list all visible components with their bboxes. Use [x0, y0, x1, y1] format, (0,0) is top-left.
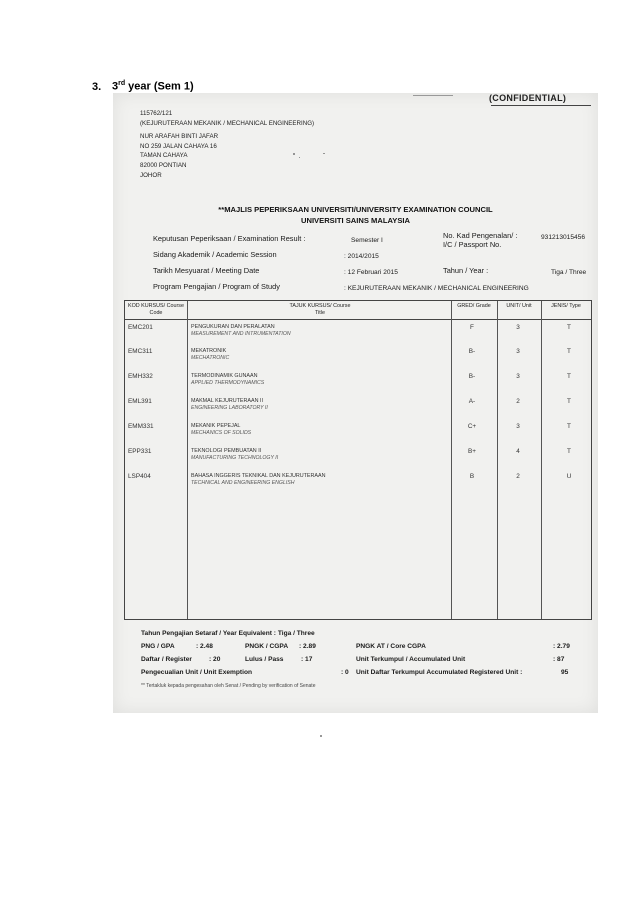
address-line-4: JOHOR — [140, 171, 162, 179]
course-grade: A- — [468, 398, 476, 405]
table-row — [125, 396, 591, 420]
heading-year: 3 — [112, 80, 119, 93]
meeting-date-value: : 12 Februari 2015 — [344, 269, 398, 276]
course-title-english: MECHANICS OF SOLIDS — [191, 430, 252, 436]
scan-speck — [299, 157, 300, 158]
header-unit: UNIT/ Unit — [506, 303, 532, 309]
course-grade: F — [470, 324, 474, 331]
course-title-malay: PENGUKURAN DAN PERALATAN — [191, 324, 275, 330]
course-title-english: ENGINEERING LABORATORY II — [191, 405, 268, 411]
heading-number: 3. — [92, 80, 102, 93]
address-line-3: 82000 PONTIAN — [140, 161, 187, 169]
unit-exemption-label: Pengecualian Unit / Unit Exemption — [141, 669, 253, 676]
confidential-stamp: (CONFIDENTIAL) — [489, 93, 567, 103]
table-row — [125, 471, 591, 495]
course-grade: B- — [468, 348, 476, 355]
course-grade: B- — [468, 373, 476, 380]
course-grade: B — [469, 473, 475, 480]
ic-value: 931213015456 — [541, 234, 586, 241]
confidential-underline — [491, 105, 591, 106]
course-grade: B+ — [468, 448, 476, 455]
pass-value: : 17 — [301, 656, 313, 663]
course-title-malay: MEKANIK PEPEJAL — [191, 423, 241, 429]
passport-label: I/C / Passport No. — [443, 240, 502, 249]
header-course-code: KOD KURSUS/ Course Code — [127, 303, 185, 316]
course-title-english: MANUFACTURING TECHNOLOGY II — [191, 455, 279, 461]
core-cgpa-label: PNGK AT / Core CGPA — [356, 643, 426, 650]
gpa-value: : 2.48 — [196, 643, 213, 650]
scan-speck — [320, 735, 322, 737]
course-unit: 2 — [516, 473, 520, 480]
course-type: T — [567, 423, 571, 430]
scan-line — [413, 95, 453, 96]
results-table — [124, 300, 592, 620]
table-row — [125, 446, 591, 470]
course-title-malay: BAHASA INGGERIS TEKNIKAL DAN KEJURUTERAAN — [191, 473, 326, 479]
course-type: T — [567, 324, 571, 331]
scan-speck — [293, 153, 295, 155]
year-equivalent — [141, 630, 315, 637]
course-type: T — [567, 448, 571, 455]
course-title-english: MECHATRONIC — [191, 355, 230, 361]
course-code: EML391 — [128, 398, 152, 405]
cgpa-value: : 2.89 — [299, 643, 316, 650]
header-course-title: TAJUK KURSUS/ Course Title — [289, 303, 351, 316]
register-value: : 20 — [209, 656, 221, 663]
student-name: NUR ARAFAH BINTI JAFAR — [140, 133, 219, 141]
course-unit: 3 — [516, 373, 520, 380]
exam-result-row — [153, 234, 305, 243]
cgpa-label: PNGK / CGPA — [245, 643, 289, 650]
accumulated-registered-label: Unit Daftar Terkumpul Accumulated Registered Unit : — [356, 669, 523, 676]
address-block — [140, 109, 314, 180]
header-grade: GRED/ Grade — [457, 303, 491, 309]
ic-label: No. Kad Pengenalan/ : — [443, 231, 518, 240]
course-grade: C+ — [467, 423, 477, 430]
course-type: U — [566, 473, 572, 480]
course-type: T — [567, 398, 571, 405]
program-value: : KEJURUTERAAN MEKANIK / MECHANICAL ENGINEERING — [344, 285, 529, 292]
course-unit: 2 — [516, 398, 520, 405]
course-title-english: APPLIED THERMODYNAMICS — [191, 380, 265, 386]
course-code: EMM331 — [128, 423, 154, 430]
gpa-label: PNG / GPA — [141, 643, 175, 650]
course-code: EMC311 — [128, 348, 153, 355]
course-title-malay: MAKMAL KEJURUTERAAN II — [191, 398, 263, 404]
register-label: Daftar / Register — [141, 656, 192, 663]
table-row — [125, 371, 591, 395]
accumulated-registered-value: 95 — [561, 669, 569, 676]
course-title-malay: TEKNOLOGI PEMBUATAN II — [191, 448, 262, 454]
address-line-1: NO 259 JALAN CAHAYA 16 — [140, 142, 217, 150]
course-unit: 3 — [516, 324, 520, 331]
meeting-date-label: Tarikh Mesyuarat / Meeting Date — [153, 266, 260, 275]
course-title-english: TECHNICAL AND ENGINEERING ENGLISH — [191, 480, 295, 486]
exam-result-label: Keputusan Peperiksaan / Examination Result : — [153, 234, 306, 243]
program-label: Program Pengajian / Program of Study — [153, 282, 280, 291]
course-code: EPP331 — [128, 448, 152, 455]
heading-rest: year (Sem 1) — [125, 80, 194, 93]
course-unit: 3 — [516, 423, 520, 430]
document-heading — [92, 80, 194, 93]
course-type: T — [567, 348, 571, 355]
course-code: EMH332 — [128, 373, 153, 380]
council-title: **MAJLIS PEPERIKSAAN UNIVERSITI/UNIVERSITY EXAMINATION COUNCIL — [218, 205, 493, 214]
course-type: T — [567, 373, 571, 380]
year-label: Tahun / Year : — [443, 266, 489, 275]
scanned-result-slip — [113, 93, 598, 713]
session-label: Sidang Akademik / Academic Session — [153, 250, 277, 259]
course-code: EMC201 — [128, 324, 153, 331]
year-equivalent-value: : Tiga / Three — [273, 630, 315, 637]
course-unit: 3 — [516, 348, 520, 355]
accumulated-unit-value: : 87 — [553, 656, 565, 663]
scan-speck — [323, 153, 325, 154]
table-row — [125, 346, 591, 370]
senate-footnote: ** Tertakluk kepada pengesahan oleh Senat / Pending by verification of Senate — [141, 683, 316, 689]
course-title-malay: TERMODINAMIK GUNAAN — [191, 373, 258, 379]
course-code: LSP404 — [128, 473, 151, 480]
student-id: 115762/121 — [140, 110, 173, 117]
course-title-malay: MEKATRONIK — [191, 348, 227, 354]
address-programme: (KEJURUTERAAN MEKANIK / MECHANICAL ENGINEERING) — [140, 119, 315, 127]
table-row — [125, 421, 591, 445]
unit-exemption-value: : 0 — [341, 669, 349, 676]
core-cgpa-value: : 2.79 — [553, 643, 570, 650]
exam-result-value: Semester I — [351, 237, 383, 244]
year-equivalent-label: Tahun Pengajian Setaraf / Year Equivalent — [141, 630, 272, 637]
header-type: JENIS/ Type — [551, 303, 581, 309]
address-line-2: TAMAN CAHAYA — [140, 152, 188, 160]
session-value: : 2014/2015 — [344, 253, 379, 260]
university-name: UNIVERSITI SAINS MALAYSIA — [300, 216, 410, 225]
heading-suffix: rd — [118, 80, 126, 87]
pass-label: Lulus / Pass — [245, 656, 284, 663]
course-title-english: MEASUREMENT AND INTRUMENTATION — [191, 331, 291, 337]
table-row — [125, 322, 591, 346]
year-value: Tiga / Three — [551, 269, 587, 276]
accumulated-unit-label: Unit Terkumpul / Accumulated Unit — [356, 656, 466, 663]
course-unit: 4 — [516, 448, 520, 455]
